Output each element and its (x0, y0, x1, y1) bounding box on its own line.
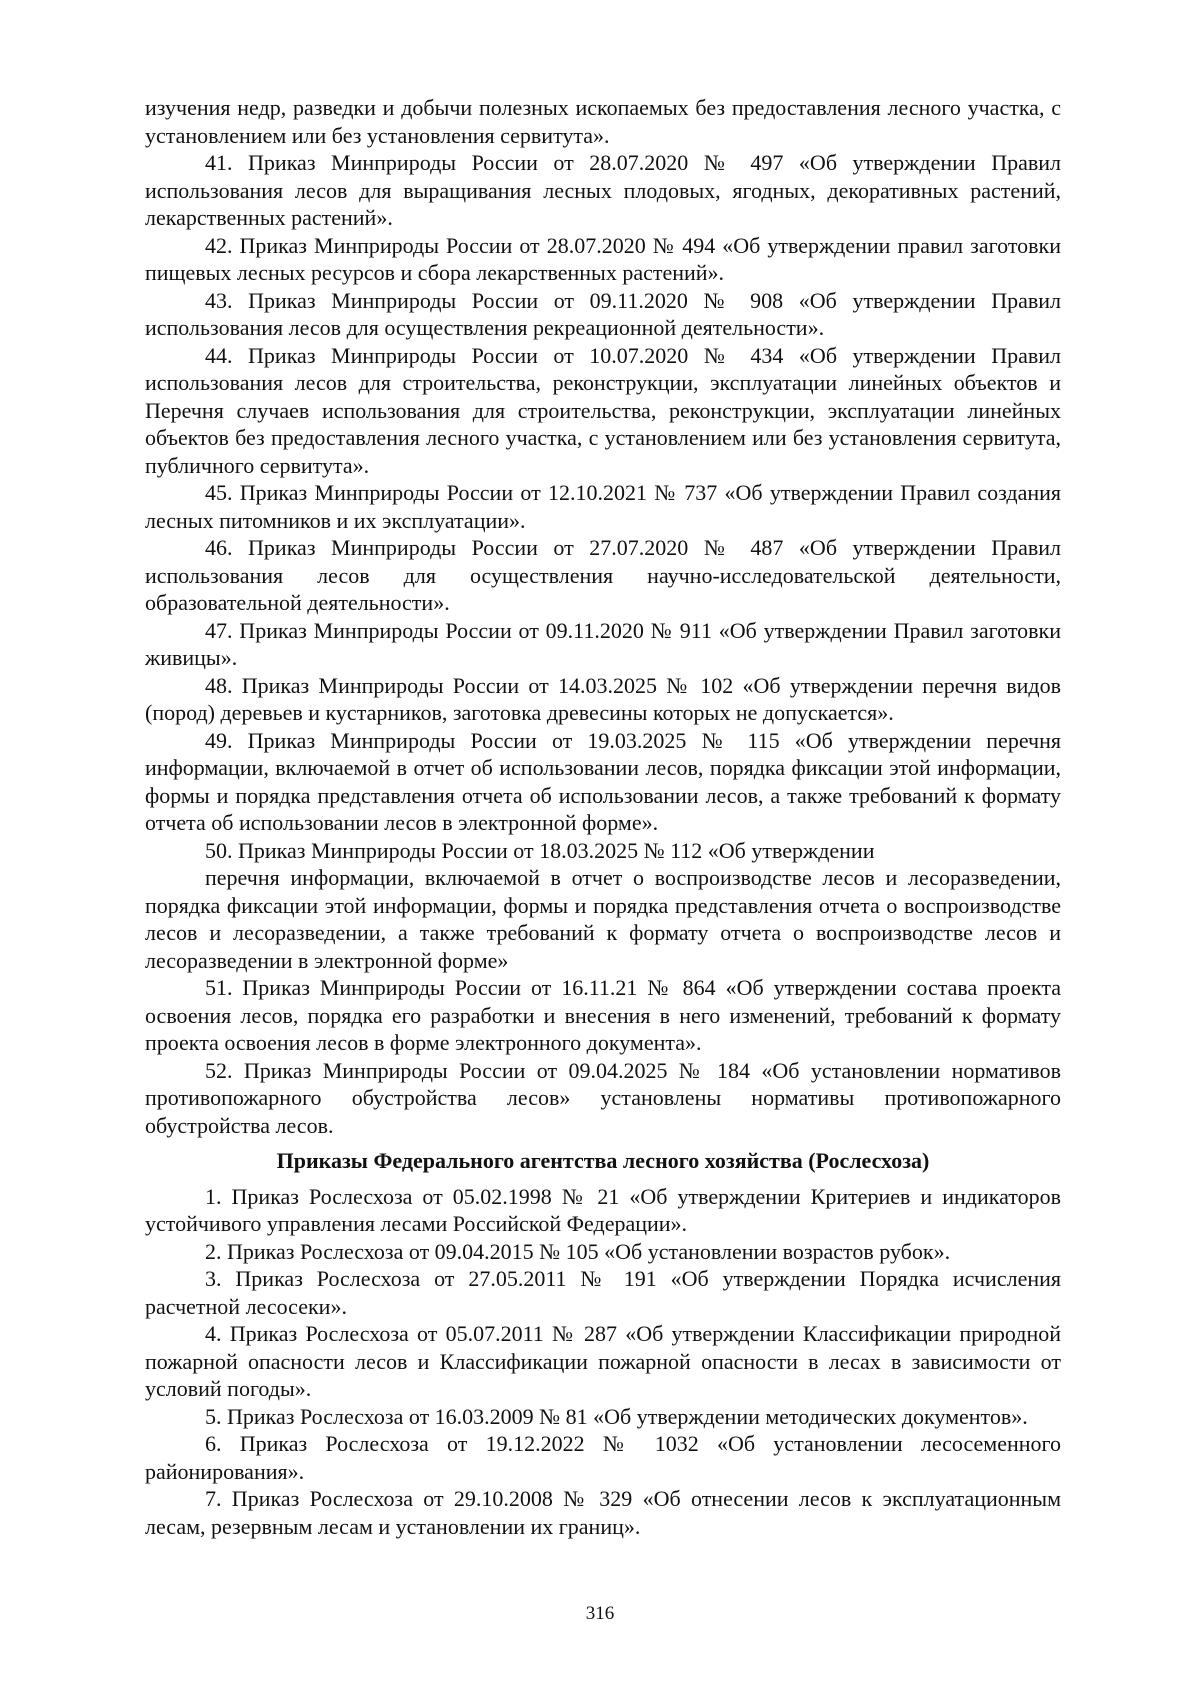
page-number: 316 (585, 1603, 615, 1624)
paragraph-continuation: изучения недр, разведки и добычи полезных ископаемых без предоставления лесного участка, с установлением или без установления сервитута». (145, 95, 1061, 148)
section-heading: Приказы Федерального агентства лесного хозяйства (Рослесхоза) (276, 1148, 930, 1173)
list-item-44: 44. Приказ Минприроды России от 10.07.2020 № 434 «Об утверждении Правил использования лесов для строительства, реконструкции, эксплуатации линейных объектов и Перечня случаев использования для строительства, реконструкции, эксплуатации линейных объектов без предоставления лесного участка, с установлением или без установления сервитута, публичного сервитута». (145, 342, 1061, 478)
list-item-45: 45. Приказ Минприроды России от 12.10.2021 № 737 «Об утверждении Правил создания лесных питомников и их эксплуатации». (145, 480, 1061, 533)
list-item-43: 43. Приказ Минприроды России от 09.11.2020 № 908 «Об утверждении Правил использования лесов для осуществления рекреационной деятельности». (145, 287, 1061, 340)
list-item-49: 49. Приказ Минприроды России от 19.03.2025 № 115 «Об утверждении перечня информации, включаемой в отчет об использовании лесов, порядка фиксации этой информации, формы и порядка представления отчета об использовании лесов, а также требований к формату отчета об использовании лесов в электронной форме». (145, 727, 1061, 835)
rosleshoz-item-1: 1. Приказ Рослесхоза от 05.02.1998 № 21 «Об утверждении Критериев и индикаторов устойчивого управления лесами Российской Федерации». (145, 1183, 1061, 1236)
rosleshoz-item-6: 6. Приказ Рослесхоза от 19.12.2022 № 1032 «Об установлении лесосеменного районирования». (145, 1431, 1061, 1484)
page-content (145, 94, 1061, 1540)
list-item-51: 51. Приказ Минприроды России от 16.11.21 № 864 «Об утверждении состава проекта освоения лесов, порядка его разработки и внесения в него изменений, требований к формату проекта освоения лесов в форме электронного документа». (145, 975, 1061, 1055)
list-item-50-head: 50. Приказ Минприроды России от 18.03.2025 № 112 «Об утверждении (205, 837, 875, 863)
list-item-42: 42. Приказ Минприроды России от 28.07.2020 № 494 «Об утверждении правил заготовки пищевых лесных ресурсов и сбора лекарственных растений». (145, 232, 1061, 285)
rosleshoz-item-4: 4. Приказ Рослесхоза от 05.07.2011 № 287 «Об утверждении Классификации природной пожарной опасности лесов и Классификации пожарной опасности в лесах в зависимости от условий погоды». (145, 1321, 1061, 1401)
list-item-46: 46. Приказ Минприроды России от 27.07.2020 № 487 «Об утверждении Правил использования лесов для осуществления научно-исследовательской деятельности, образовательной деятельности». (145, 535, 1061, 615)
list-item-50-body: перечня информации, включаемой в отчет о воспроизводстве лесов и лесоразведении, порядка фиксации этой информации, формы и порядка представления отчета о воспроизводстве лесов и лесоразведении, а также требований к формату отчета о воспроизводстве лесов и лесоразведении в электронной форме» (145, 865, 1061, 973)
rosleshoz-item-3: 3. Приказ Рослесхоза от 27.05.2011 № 191 «Об утверждении Порядка исчисления расчетной лесосеки». (145, 1266, 1061, 1319)
rosleshoz-item-7: 7. Приказ Рослесхоза от 29.10.2008 № 329 «Об отнесении лесов к эксплуатационным лесам, резервным лесам и установлении их границ». (145, 1486, 1061, 1539)
list-item-48: 48. Приказ Минприроды России от 14.03.2025 № 102 «Об утверждении перечня видов (пород) деревьев и кустарников, заготовка древесины которых не допускается». (145, 672, 1061, 725)
rosleshoz-item-5: 5. Приказ Рослесхоза от 16.03.2009 № 81 «Об утверждении методических документов». (205, 1403, 1028, 1429)
list-item-41: 41. Приказ Минприроды России от 28.07.2020 № 497 «Об утверждении Правил использования лесов для выращивания лесных плодовых, ягодных, декоративных растений, лекарственных растений». (145, 150, 1061, 230)
rosleshoz-item-2: 2. Приказ Рослесхоза от 09.04.2015 № 105 «Об установлении возрастов рубок». (205, 1238, 951, 1264)
list-item-47: 47. Приказ Минприроды России от 09.11.2020 № 911 «Об утверждении Правил заготовки живицы». (145, 617, 1061, 670)
list-item-52: 52. Приказ Минприроды России от 09.04.2025 № 184 «Об установлении нормативов противопожарного обустройства лесов» установлены нормативы противопожарного обустройства лесов. (145, 1057, 1061, 1138)
